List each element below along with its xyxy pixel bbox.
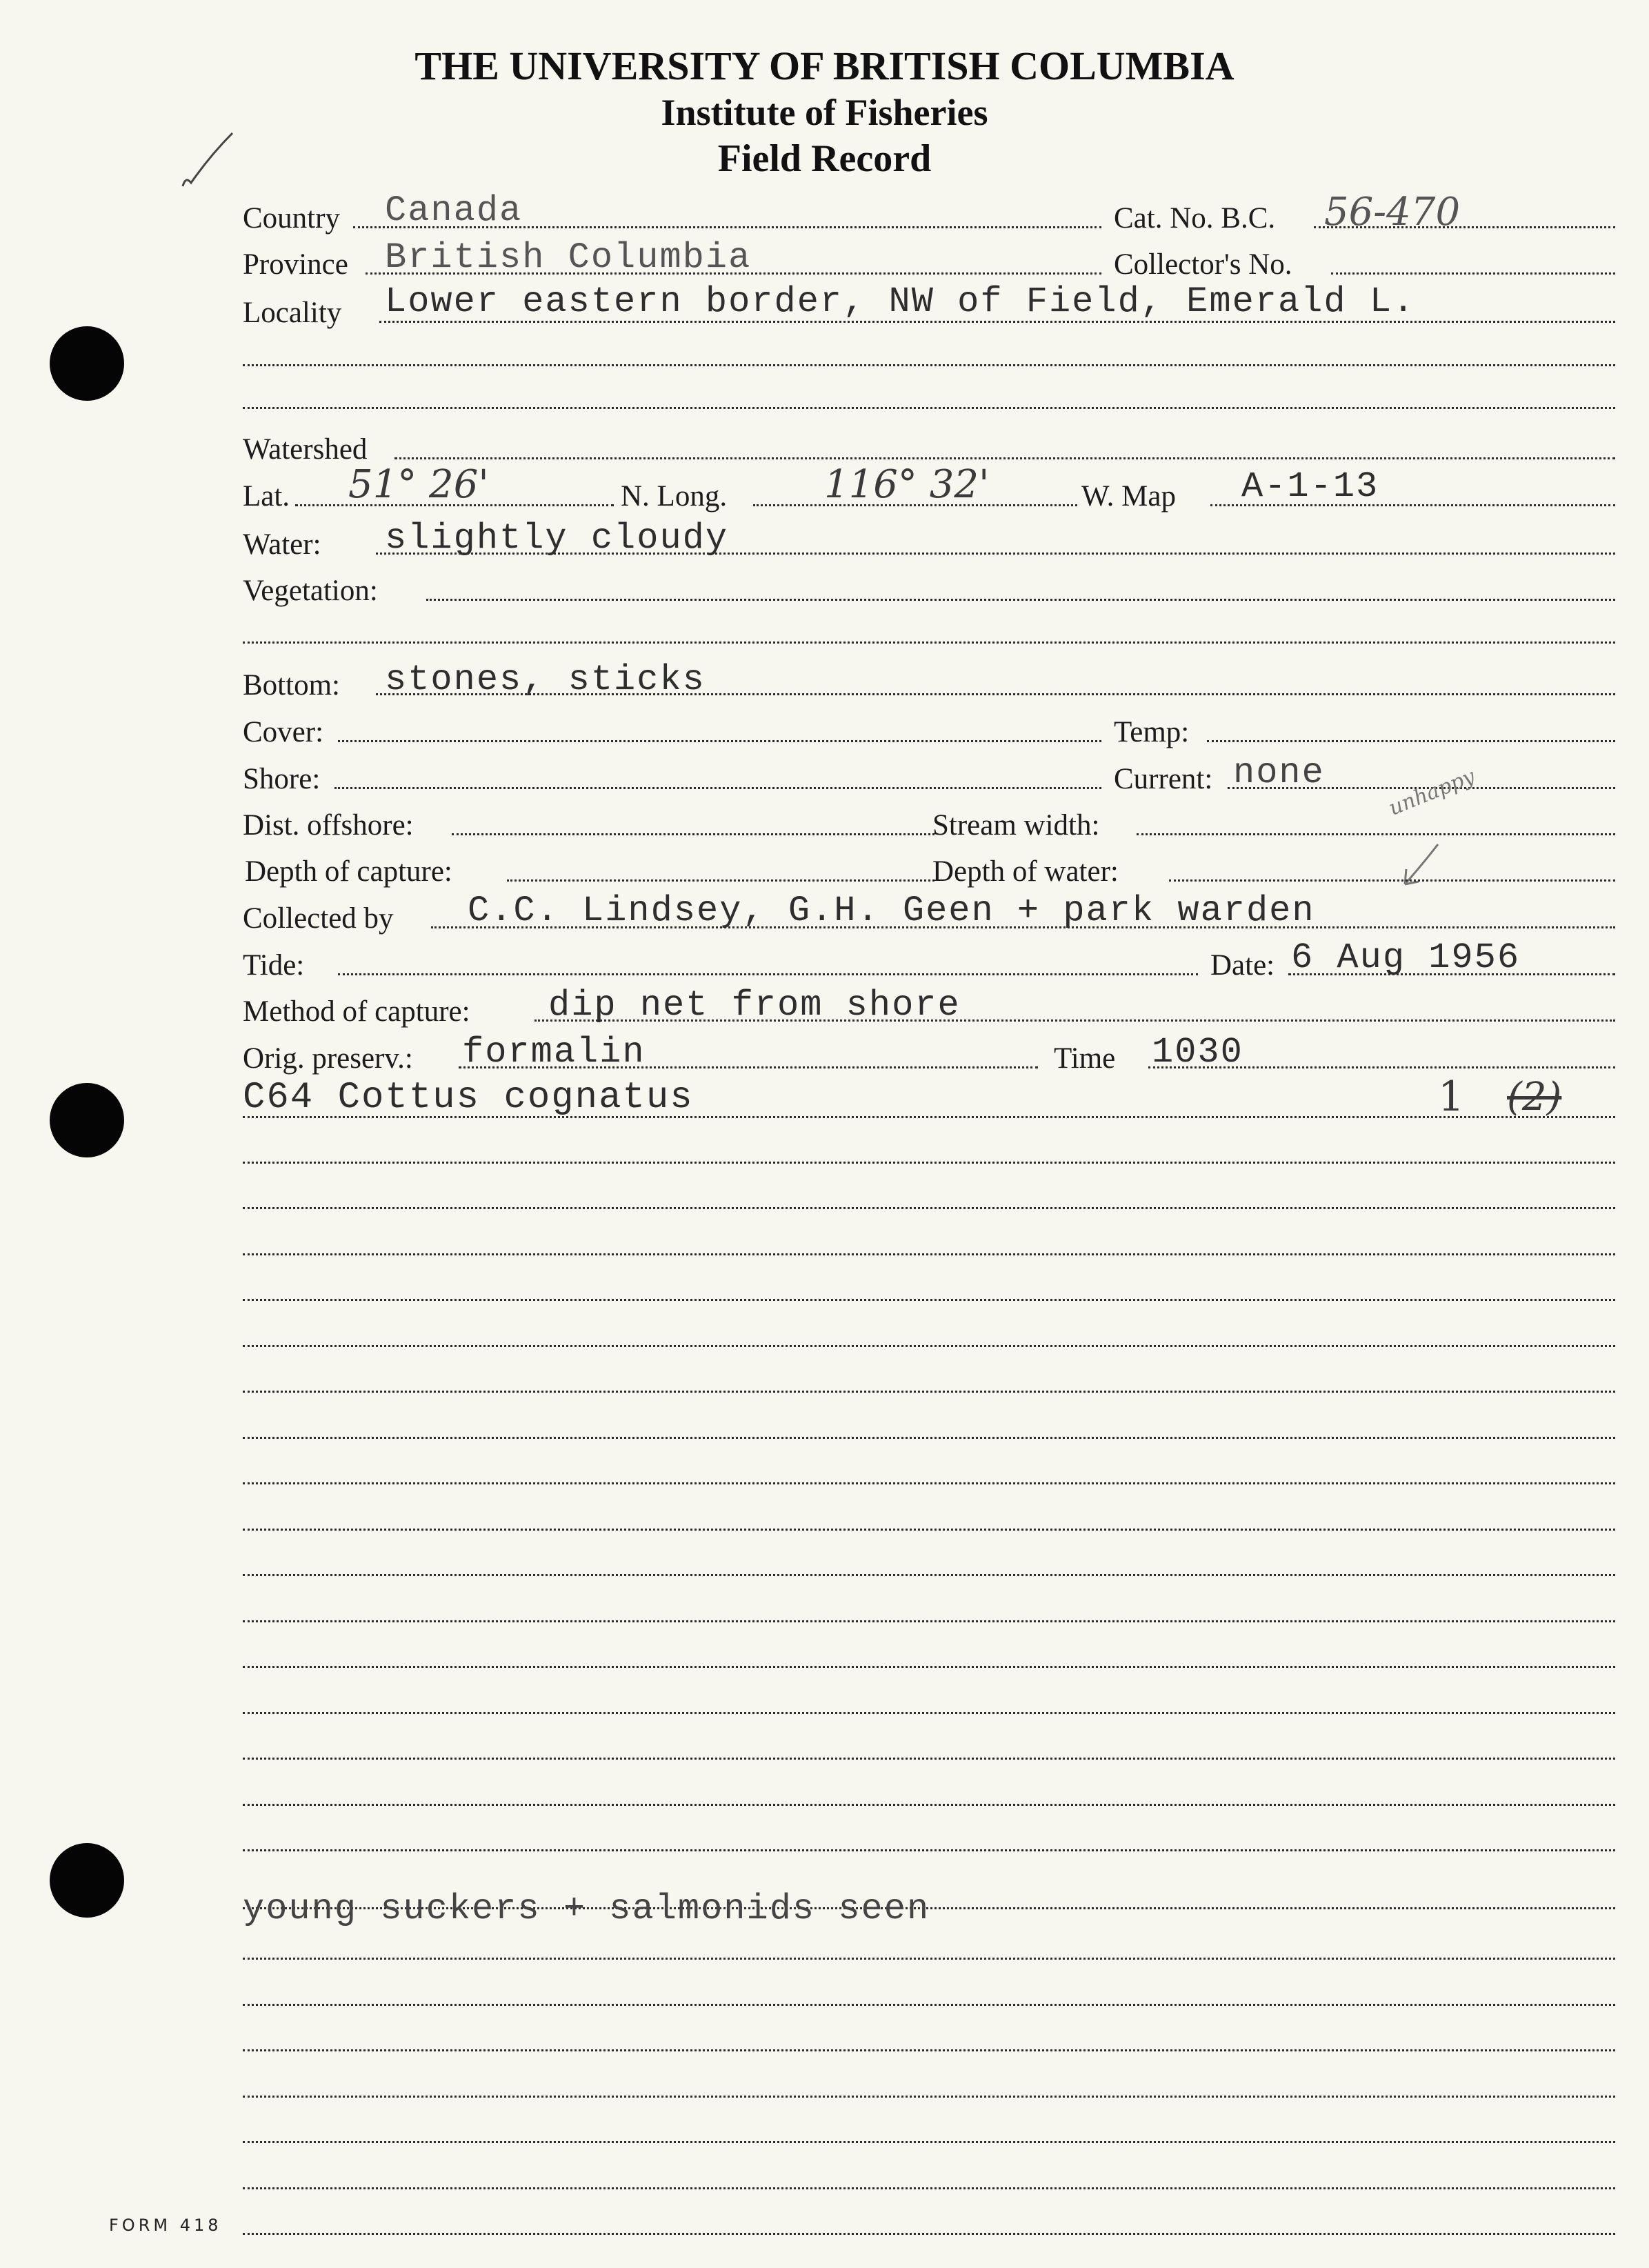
method-label: Method of capture: <box>243 995 470 1028</box>
ruled-line <box>243 1758 1615 1760</box>
current-label: Current: <box>1114 763 1213 795</box>
current-annotation: unhappy <box>1385 764 1479 821</box>
cat-no-label: Cat. No. B.C. <box>1114 202 1276 235</box>
locality-label: Locality <box>243 297 342 329</box>
orig-preserv-value: formalin <box>462 1032 646 1073</box>
collected-by-label: Collected by <box>243 902 394 935</box>
cover-label: Cover: <box>243 716 324 748</box>
ruled-line <box>243 1162 1615 1164</box>
binder-hole-top <box>50 326 124 401</box>
lat-label: Lat. <box>243 480 290 513</box>
stream-width-label: Stream width: <box>932 809 1100 842</box>
count-struck-value: (2) <box>1507 1075 1562 1120</box>
binder-hole-middle <box>50 1083 124 1157</box>
dist-offshore-line <box>452 833 935 835</box>
stream-width-line <box>1137 833 1615 835</box>
vegetation-label: Vegetation: <box>243 575 378 607</box>
province-label: Province <box>243 248 348 281</box>
locality-line-3 <box>243 407 1615 409</box>
time-label: Time <box>1054 1042 1116 1075</box>
depth-water-line <box>1169 879 1615 882</box>
collector-no-label: Collector's No. <box>1114 248 1292 281</box>
form-number: FORM 418 <box>109 2216 222 2235</box>
university-title: THE UNIVERSITY OF BRITISH COLUMBIA <box>414 43 1235 88</box>
ruled-line <box>243 1482 1615 1484</box>
ruled-line <box>243 1299 1615 1301</box>
tide-label: Tide: <box>243 949 305 982</box>
water-value: slightly cloudy <box>385 518 729 559</box>
orig-preserv-label: Orig. preserv.: <box>243 1042 413 1075</box>
depth-water-label: Depth of water: <box>932 855 1119 888</box>
ruled-line <box>243 2004 1615 2006</box>
ruled-line <box>243 1345 1615 1347</box>
current-value: none <box>1233 753 1325 793</box>
lat-value: 51° 26' <box>348 462 489 507</box>
ruled-line <box>243 1666 1615 1668</box>
locality-line-2 <box>243 364 1615 366</box>
note-value: young suckers + salmonids seen <box>243 1889 930 1929</box>
count-value: 1 <box>1438 1073 1465 1121</box>
ruled-line <box>243 1253 1615 1255</box>
collector-no-line <box>1331 272 1615 275</box>
time-value: 1030 <box>1152 1032 1243 1073</box>
vegetation-line <box>426 599 1615 601</box>
temp-line <box>1207 740 1615 742</box>
water-label: Water: <box>243 528 321 561</box>
ruled-line <box>243 2049 1615 2051</box>
tide-line <box>338 973 1198 975</box>
map-value: A-1-13 <box>1241 466 1379 507</box>
country-label: Country <box>243 202 340 235</box>
ruled-line <box>243 1804 1615 1806</box>
cat-no-value: 56-470 <box>1324 190 1461 235</box>
vegetation-line-2 <box>243 641 1615 644</box>
ruled-line <box>243 1437 1615 1439</box>
temp-label: Temp: <box>1114 716 1190 748</box>
collected-by-value: C.C. Lindsey, G.H. Geen + park warden <box>468 891 1315 931</box>
watershed-line <box>394 457 1615 459</box>
country-value: Canada <box>385 190 523 231</box>
cover-line <box>338 740 1101 742</box>
institute-title: Institute of Fisheries <box>661 92 988 133</box>
binder-hole-bottom <box>50 1843 124 1918</box>
ruled-line <box>243 1620 1615 1622</box>
province-value: British Columbia <box>385 237 752 278</box>
record-title: Field Record <box>717 137 932 180</box>
ruled-line <box>243 2187 1615 2189</box>
ruled-line <box>243 1529 1615 1531</box>
ruled-line <box>243 1574 1615 1576</box>
bottom-value: stones, sticks <box>385 659 706 700</box>
watershed-label: Watershed <box>243 433 368 466</box>
ruled-line <box>243 2233 1615 2235</box>
depth-capture-label: Depth of capture: <box>245 855 452 888</box>
ruled-line <box>243 1391 1615 1393</box>
long-value: 116° 32' <box>824 462 990 507</box>
n-long-label: N. Long. <box>621 480 728 513</box>
ruled-line <box>243 1207 1615 1209</box>
shore-line <box>334 787 1101 789</box>
ruled-line <box>243 1958 1615 1960</box>
ruled-line <box>243 2141 1615 2143</box>
shore-label: Shore: <box>243 763 321 795</box>
w-map-label: W. Map <box>1081 480 1176 513</box>
bottom-label: Bottom: <box>243 669 340 702</box>
date-value: 6 Aug 1956 <box>1291 937 1521 978</box>
ruled-line <box>243 2096 1615 2098</box>
dist-offshore-label: Dist. offshore: <box>243 809 414 842</box>
arrow-icon <box>1397 842 1445 897</box>
date-label: Date: <box>1210 949 1275 982</box>
ruled-line <box>243 1849 1615 1851</box>
species-value: C64 Cottus cognatus <box>243 1077 694 1119</box>
depth-capture-line <box>507 879 935 882</box>
locality-value: Lower eastern border, NW of Field, Emerald L. <box>385 281 1416 322</box>
method-value: dip net from shore <box>548 985 961 1026</box>
ruled-line <box>243 1712 1615 1714</box>
